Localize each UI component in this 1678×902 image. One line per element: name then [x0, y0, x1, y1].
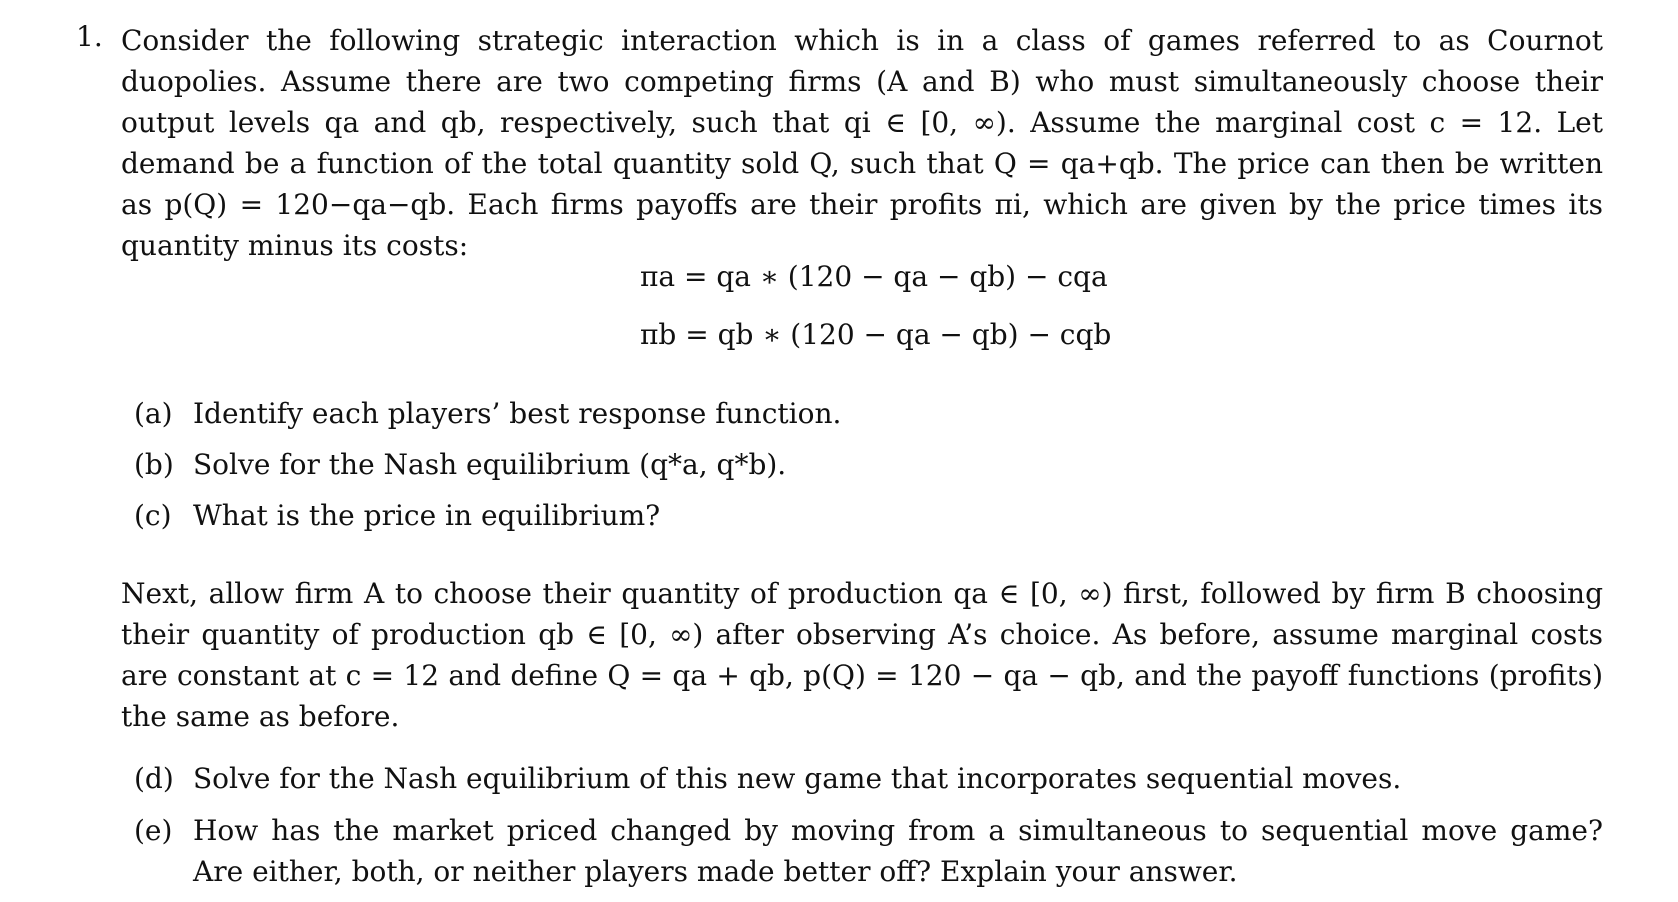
- problem-intro: Consider the following strategic interaction which is in a class of games referred to as Cournot duopolies. Assume there are two competing firms (A and B) who must simultaneously choose their output levels qa and qb, respectively, such that qi ∈ [0, ∞). Assume the marginal cost c = 12. Let demand be a function of the total quantity sold Q, such that Q = qa+qb. The price can then be written as p(Q) = 120−qa−qb. Each firms payoffs are their profits πi, which are given by the price times its quantity minus its costs:: [121, 24, 1603, 262]
- part-text: Solve for the Nash equilibrium of this new game that incorporates sequential moves.: [193, 762, 1402, 795]
- part-text: How has the market priced changed by moving from a simultaneous to sequential move game? Are either, both, or neither players made better off? Explain your answer.: [193, 814, 1603, 888]
- problem-number: 1.: [76, 20, 103, 53]
- part-label: (d): [134, 762, 174, 795]
- part-text: What is the price in equilibrium?: [193, 499, 661, 532]
- part-label: (a): [134, 397, 173, 430]
- profit-equation-a: πa = qa ∗ (120 − qa − qb) − cqa: [640, 260, 1108, 293]
- part-text: Solve for the Nash equilibrium (q*a, q*b).: [193, 448, 787, 481]
- profit-equation-b: πb = qb ∗ (120 − qa − qb) − cqb: [640, 318, 1112, 351]
- part-text: Identify each players’ best response function.: [193, 397, 842, 430]
- sequential-intro: Next, allow firm A to choose their quantity of production qa ∈ [0, ∞) first, followed by firm B choosing their quantity of production qb ∈ [0, ∞) after observing A’s choice. As before, assume marginal costs are constant at c = 12 and define Q = qa + qb, p(Q) = 120 − qa − qb, and the payoff functions (profits) the same as before.: [121, 577, 1603, 733]
- part-label: (b): [134, 448, 174, 481]
- part-label: (c): [134, 499, 172, 532]
- part-label: (e): [134, 814, 173, 847]
